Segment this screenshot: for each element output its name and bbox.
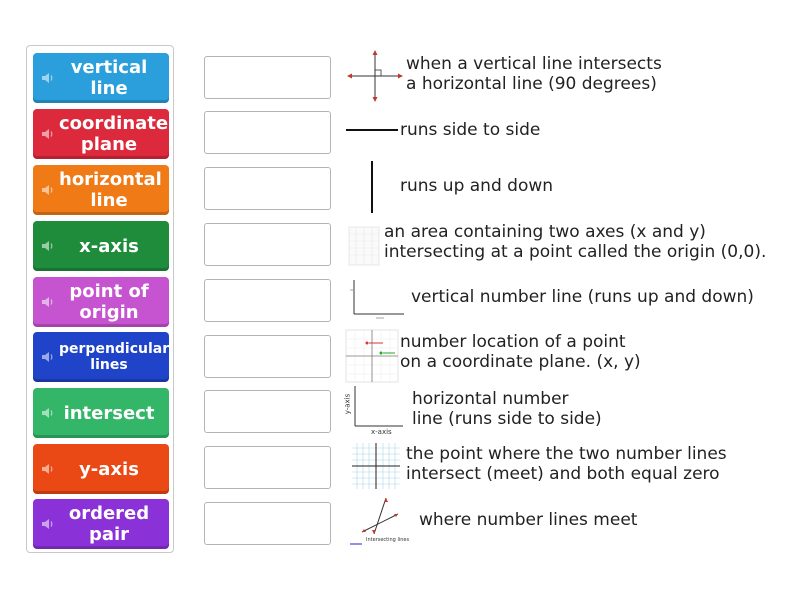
tile-y-axis[interactable]: [33, 444, 169, 494]
intersecting-lines-thumbnail: [348, 494, 412, 548]
definition-text: an area containing two axes (x and y) intersecting at a point called the origin (0,0).: [384, 222, 767, 262]
origin-grid-thumbnail: [351, 442, 401, 490]
tile-label: coordinate plane: [59, 113, 169, 155]
definition-text: vertical number line (runs up and down): [411, 287, 754, 307]
x-axis-caption: x-axis: [371, 428, 392, 436]
tile-bank: [26, 45, 174, 553]
tile-label: x-axis: [79, 235, 139, 257]
tile-label: horizontal line: [59, 169, 162, 211]
tile-x-axis[interactable]: [33, 221, 169, 271]
speaker-icon[interactable]: [41, 517, 55, 531]
tile-intersect[interactable]: [33, 388, 169, 438]
tile-horizontal-line[interactable]: [33, 165, 169, 215]
tile-label: perpendicular lines: [59, 341, 170, 373]
speaker-icon[interactable]: [41, 350, 55, 364]
answer-slot-5[interactable]: [204, 279, 331, 322]
speaker-icon[interactable]: [41, 295, 55, 309]
definition-text: where number lines meet: [419, 510, 638, 530]
definition-text: runs up and down: [400, 176, 554, 196]
speaker-icon[interactable]: [41, 462, 55, 476]
answer-slot-1[interactable]: [204, 56, 331, 99]
x-axis-thumbnail: [345, 382, 405, 438]
horizontal-line-icon: [345, 126, 399, 134]
answer-slot-9[interactable]: [204, 502, 331, 545]
tile-label: y-axis: [79, 458, 139, 480]
speaker-icon[interactable]: [41, 71, 55, 85]
answer-slot-2[interactable]: [204, 111, 331, 154]
intersecting-lines-caption: Intersecting lines: [366, 537, 410, 543]
answer-slot-7[interactable]: [204, 390, 331, 433]
perpendicular-cross-icon: [345, 50, 405, 102]
answer-slot-6[interactable]: [204, 335, 331, 378]
definition-text: runs side to side: [400, 120, 541, 140]
definition-text: number location of a point on a coordinate plane. (x, y): [400, 332, 641, 372]
tile-ordered-pair[interactable]: [33, 499, 169, 549]
definition-text: the point where the two number lines intersect (meet) and both equal zero: [406, 444, 727, 484]
tile-label: intersect: [63, 402, 155, 424]
ordered-pair-thumbnail: [345, 329, 399, 383]
tile-label: ordered pair: [68, 503, 150, 545]
y-axis-thumbnail: [348, 276, 408, 322]
tile-point-of-origin[interactable]: [33, 277, 169, 327]
speaker-icon[interactable]: [41, 127, 55, 141]
speaker-icon[interactable]: [41, 406, 55, 420]
definition-text: horizontal number line (runs side to side): [412, 389, 602, 429]
speaker-icon[interactable]: [41, 239, 55, 253]
answer-slot-4[interactable]: [204, 223, 331, 266]
tile-label: vertical line: [70, 57, 148, 99]
vertical-line-icon: [368, 160, 376, 214]
speaker-icon[interactable]: [41, 183, 55, 197]
answer-slot-8[interactable]: [204, 446, 331, 489]
tile-vertical-line[interactable]: [33, 53, 169, 103]
definition-text: when a vertical line intersects a horizontal line (90 degrees): [406, 54, 662, 94]
tile-label: point of origin: [69, 281, 149, 323]
answer-slot-3[interactable]: [204, 167, 331, 210]
tile-coordinate-plane[interactable]: [33, 109, 169, 159]
y-axis-caption: y-axis: [343, 393, 352, 415]
tile-perpendicular-lines[interactable]: [33, 332, 169, 382]
coordinate-grid-thumbnail: [348, 226, 380, 266]
